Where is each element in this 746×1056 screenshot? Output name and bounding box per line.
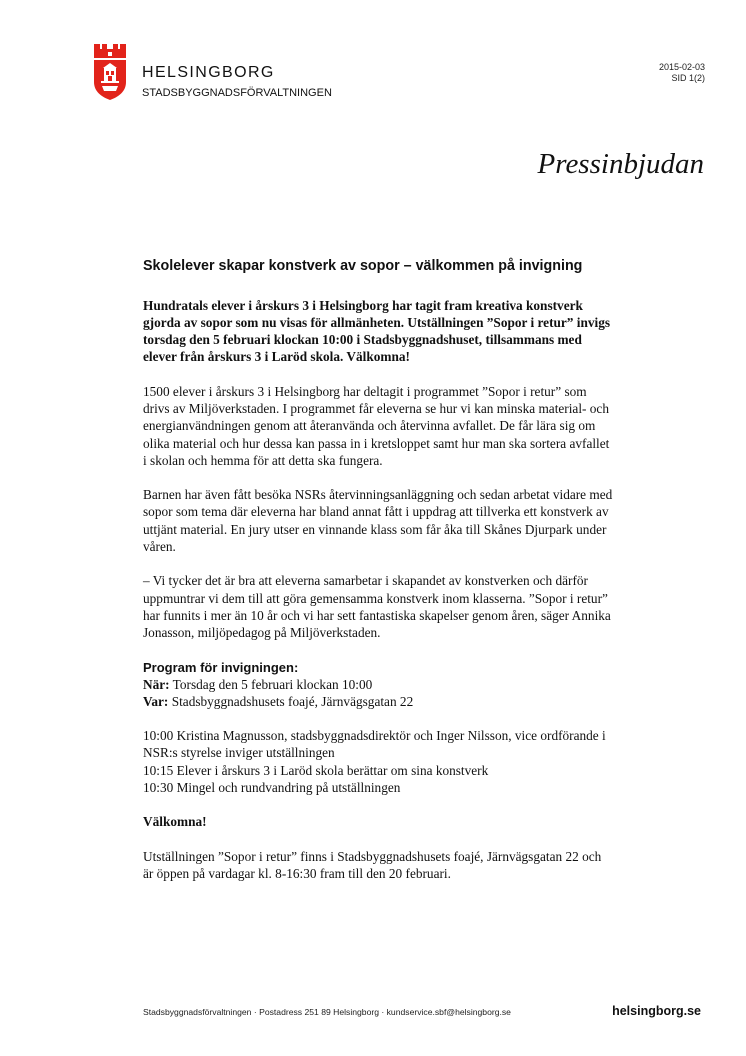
where-label: Var: [143, 693, 169, 709]
footer-website-link[interactable]: helsingborg.se [612, 1004, 701, 1018]
schedule-item: 10:15 Elever i årskurs 3 i Laröd skola berättar om sina konstverk [143, 762, 489, 778]
quote-paragraph: – Vi tycker det är bra att eleverna samarbetar i skapandet av konstverken och därför uppmuntrar vi dem till att göra gemensamma konstverk inom klasserna. ”Sopor i retur” har funnits i mer än 10 år och vi har sett fantastiska skapelser genom åren, säger Annika Jonasson, miljöpedagog på Miljöverkstaden. [143, 573, 611, 641]
when-label: När: [143, 676, 170, 692]
helsingborg-crest-icon [92, 44, 128, 100]
organization-name: HELSINGBORG [142, 64, 275, 81]
program-when [143, 676, 613, 693]
program-schedule [143, 727, 613, 796]
program-title: Program för invigningen: [143, 659, 299, 675]
department-name: STADSBYGGNADSFÖRVALTNINGEN [142, 87, 332, 99]
closing-paragraph: Utställningen ”Sopor i retur” finns i Stadsbyggnadshusets foajé, Järnvägsgatan 22 och är öppen på vardagar kl. 8-16:30 fram till den 20 februari. [143, 848, 602, 881]
document-meta [659, 62, 705, 84]
press-release-body [143, 257, 613, 899]
body-paragraph: 1500 elever i årskurs 3 i Helsingborg har deltagit i programmet ”Sopor i retur” som drivs av Miljöverkstaden. I programmet får eleverna se hur vi kan minska material- och energianvändningen genom att återanvända och återvinna avfallet. De får lära sig om olika material och hur dessa kan passa in i kretsloppet samt hur man ska sortera avfallet i skolan och hemma för att detta ska fungera. [143, 383, 610, 468]
document-date: 2015-02-03 [658, 62, 705, 72]
document-type: Pressinbjudan [537, 148, 704, 180]
footer-address: Stadsbyggnadsförvaltningen · Postadress 251 89 Helsingborg · kundservice.sbf@helsingborg.se [143, 1007, 511, 1017]
page-number: SID 1(2) [671, 73, 705, 83]
schedule-item: 10:00 Kristina Magnusson, stadsbyggnadsdirektör och Inger Nilsson, vice ordförande i NSR:s styrelse inviger utställningen [143, 728, 606, 761]
welcome-text: Välkomna! [143, 814, 207, 830]
where-value: Stadsbyggnadshusets foajé, Järnvägsgatan 22 [168, 693, 414, 709]
headline: Skolelever skapar konstverk av sopor – välkommen på invigning [143, 258, 583, 274]
when-value: Torsdag den 5 februari klockan 10:00 [169, 676, 373, 692]
lead-paragraph: Hundratals elever i årskurs 3 i Helsingborg har tagit fram kreativa konstverk gjorda av sopor som nu visas för allmänheten. Utställningen ”Sopor i retur” invigs torsdag den 5 februari klockan 10:00 i Stadsbyggnadshuset, tillsammans med elever från årskurs 3 i Laröd skola. Välkomna! [143, 297, 611, 365]
schedule-item: 10:30 Mingel och rundvandring på utställningen [143, 780, 401, 796]
program-section [143, 659, 613, 711]
program-where [143, 693, 613, 710]
body-paragraph: Barnen har även fått besöka NSRs återvinningsanläggning och sedan arbetat vidare med sopor som tema där eleverna har bland annat fått i uppdrag att tillverka ett konstverk av uttjänt material. En jury utser en vinnande klass som får åka till Skånes Djurpark under våren. [143, 487, 613, 555]
